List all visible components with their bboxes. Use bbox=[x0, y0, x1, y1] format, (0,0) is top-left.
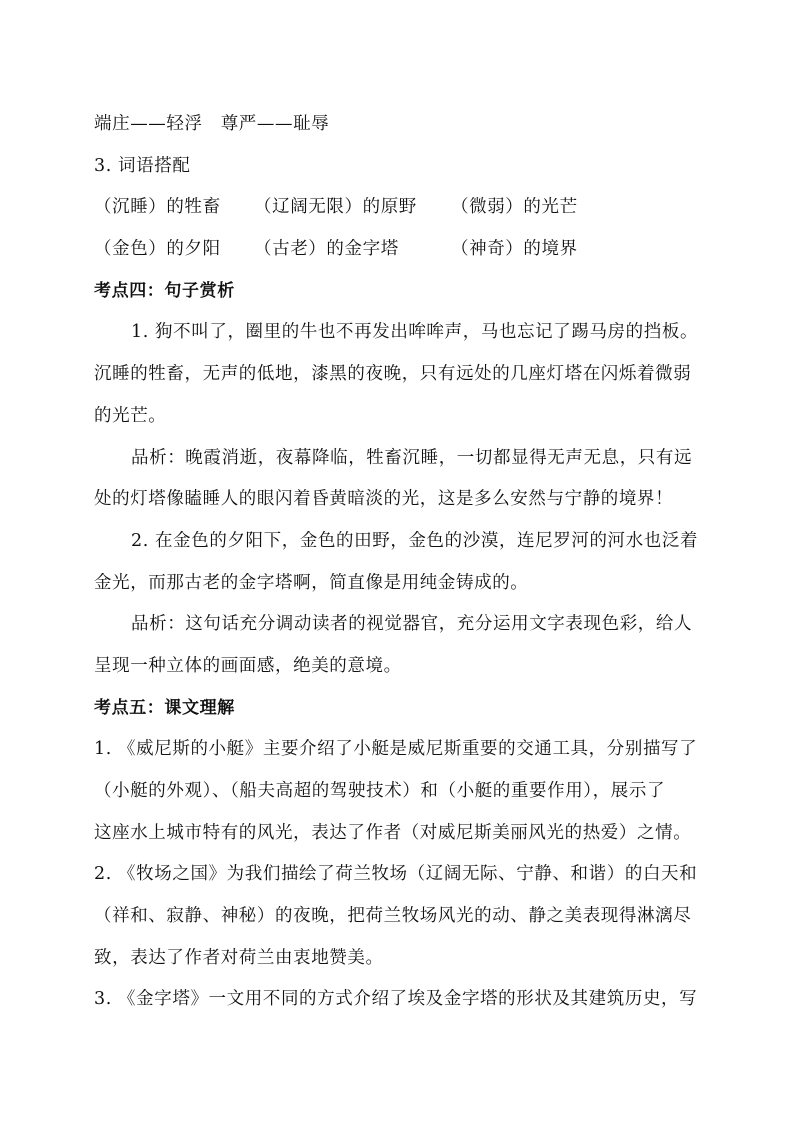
word-match-item: （微弱）的光芒 bbox=[451, 197, 578, 218]
antonyms-line: 端庄——轻浮 尊严——耻辱 bbox=[94, 114, 330, 134]
comprehension-item-1 bbox=[94, 729, 712, 854]
text-line: （小艇的外观）、（船夫高超的驾驶技术）和（小艇的重要作用），展示了 bbox=[94, 781, 666, 801]
sentence-2 bbox=[94, 521, 712, 604]
comprehension-item-2 bbox=[94, 854, 712, 979]
word-match-item: （古老）的金字塔 bbox=[254, 239, 399, 260]
text-line: 2. 《牧场之国》为我们描绘了荷兰牧场（辽阔无际、宁静、和谐）的白天和 bbox=[94, 864, 698, 885]
text-line: 呈现一种立体的画面感，绝美的意境。 bbox=[94, 655, 402, 676]
text-line: 品析：这句话充分调动读者的视觉器官，充分运用文字表现色彩，给人 bbox=[131, 614, 693, 635]
word-match-item: （沉睡）的牲畜 bbox=[94, 197, 221, 218]
analysis-1 bbox=[94, 438, 712, 521]
sentence-1 bbox=[94, 312, 712, 437]
text-line: 1. 狗不叫了，圈里的牛也不再发出哞哞声，马也忘记了踢马房的挡板。 bbox=[131, 322, 699, 343]
word-match-item: （神奇）的境界 bbox=[451, 239, 578, 260]
word-matching-row bbox=[94, 229, 712, 271]
text-line: 处的灯塔像瞌睡人的眼闪着昏黄暗淡的光，这是多么安然与宁静的境界！ bbox=[94, 489, 674, 510]
section-heading-text-comprehension: 考点五：课文理解 bbox=[94, 697, 235, 718]
text-line: 的光芒。 bbox=[94, 405, 167, 426]
word-matching-row bbox=[94, 187, 712, 229]
word-match-item: （金色）的夕阳 bbox=[94, 239, 221, 260]
word-match-item: （辽阔无限）的原野 bbox=[254, 197, 417, 218]
text-line: 致，表达了作者对荷兰由衷地赞美。 bbox=[94, 947, 384, 968]
word-matching-title: 3. 词语搭配 bbox=[94, 155, 191, 176]
analysis-2 bbox=[94, 604, 712, 687]
text-line: 金光，而那古老的金字塔啊，简直像是用纯金铸成的。 bbox=[94, 572, 529, 593]
text-line: 2. 在金色的夕阳下，金色的田野，金色的沙漠，连尼罗河的河水也泛着 bbox=[131, 530, 699, 551]
section-heading-sentence-analysis: 考点四：句子赏析 bbox=[94, 280, 235, 301]
text-line: 沉睡的牲畜，无声的低地，漆黑的夜晚，只有远处的几座灯塔在闪烁着微弱 bbox=[94, 364, 692, 385]
text-line: 3. 《金字塔》一文用不同的方式介绍了埃及金字塔的形状及其建筑历史，写 bbox=[94, 989, 698, 1010]
text-line: 1. 《威尼斯的小艇》主要介绍了小艇是威尼斯重要的交通工具，分别描写了 bbox=[94, 739, 698, 760]
comprehension-item-3 bbox=[94, 979, 712, 1021]
text-line: 品析：晚霞消逝，夜幕降临，牲畜沉睡，一切都显得无声无息，只有远 bbox=[131, 447, 693, 468]
text-line: （祥和、寂静、神秘）的夜晚，把荷兰牧场风光的动、静之美表现得淋漓尽 bbox=[94, 906, 692, 927]
text-line: 这座水上城市特有的风光，表达了作者（对威尼斯美丽风光的热爱）之情。 bbox=[94, 822, 692, 843]
document-page bbox=[94, 104, 712, 1021]
